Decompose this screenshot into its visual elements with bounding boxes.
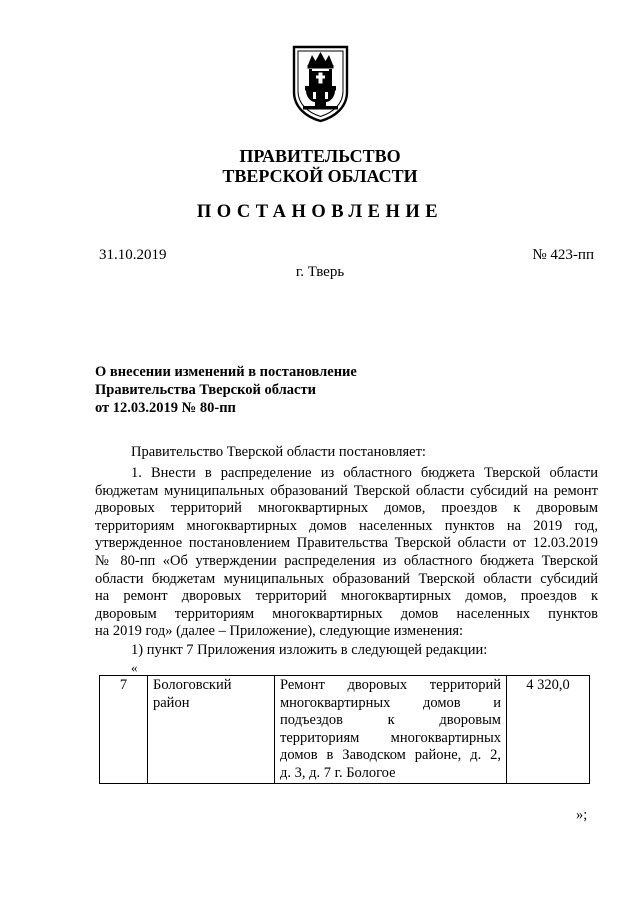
district-cell: [148, 676, 275, 784]
amount-cell: 4 320,0: [507, 676, 590, 784]
item-1-text: 1) пункт 7 Приложения изложить в следующей редакции:: [131, 642, 488, 658]
intro-text: Правительство Тверской области постановляет:: [131, 444, 426, 460]
description-line: многоквартирных домов и: [280, 694, 501, 711]
paragraph-line: дворовым территориям многоквартирных домов населенных пунктов: [95, 605, 598, 622]
description-cell: [275, 676, 507, 784]
closing-quote: »;: [576, 807, 588, 823]
table-row: [100, 676, 590, 784]
decree-title: ПОСТАНОВЛЕНИЕ: [196, 202, 444, 222]
subsidy-table: [99, 675, 590, 784]
government-name-line-2: ТВЕРСКОЙ ОБЛАСТИ: [222, 166, 418, 186]
description-line: территориям многоквартирных: [280, 729, 501, 746]
description-line: подъездов к дворовым: [280, 712, 501, 729]
paragraph-line: на ремонт дворовых территорий многоквартирных домов, проездов к: [95, 588, 598, 605]
city-name: г. Тверь: [295, 264, 345, 280]
paragraph-line: 1. Внести в распределение из областного бюджета Тверской области: [131, 465, 598, 481]
subject-line: от 12.03.2019 № 80-пп: [95, 400, 236, 416]
row-number-cell: 7: [100, 676, 148, 784]
subject-line: Правительства Тверской области: [95, 382, 316, 398]
government-name-line-1: ПРАВИТЕЛЬСТВО: [239, 146, 401, 166]
decree-date: 31.10.2019: [99, 247, 167, 263]
paragraph-line: на 2019 год» (далее – Приложение), следующие изменения:: [95, 623, 464, 640]
district-line: Бологовский: [153, 677, 232, 693]
paragraph-line: бюджетам муниципальных образований Тверской области субсидий на ремонт: [95, 482, 598, 499]
decree-number: № 423-пп: [532, 247, 594, 263]
paragraph-line: дворовых территорий многоквартирных домов, проездов к дворовым: [95, 500, 598, 517]
description-line: домов в Заводском районе, д. 2,: [280, 747, 501, 764]
paragraph-line: области бюджетам муниципальных образований Тверской области субсидий: [95, 570, 598, 587]
tver-coat-of-arms-icon: [291, 44, 350, 123]
paragraph-line: территориям многоквартирных домов населенных пунктов на 2019 год,: [95, 517, 598, 534]
paragraph-line: утвержденное постановлением Правительства Тверской области от 12.03.2019: [95, 535, 598, 552]
description-line: д. 3, д. 7 г. Бологое: [280, 764, 396, 781]
decree-subject: [95, 363, 515, 417]
district-line: район: [153, 694, 190, 711]
paragraph-line: № 80-пп «Об утверждении распределения из областного бюджета Тверской: [95, 552, 598, 569]
paragraph-1: [95, 465, 598, 641]
subject-line: О внесении изменений в постановление: [95, 364, 357, 380]
opening-quote: «: [131, 660, 138, 675]
description-line: Ремонт дворовых территорий: [280, 677, 501, 693]
